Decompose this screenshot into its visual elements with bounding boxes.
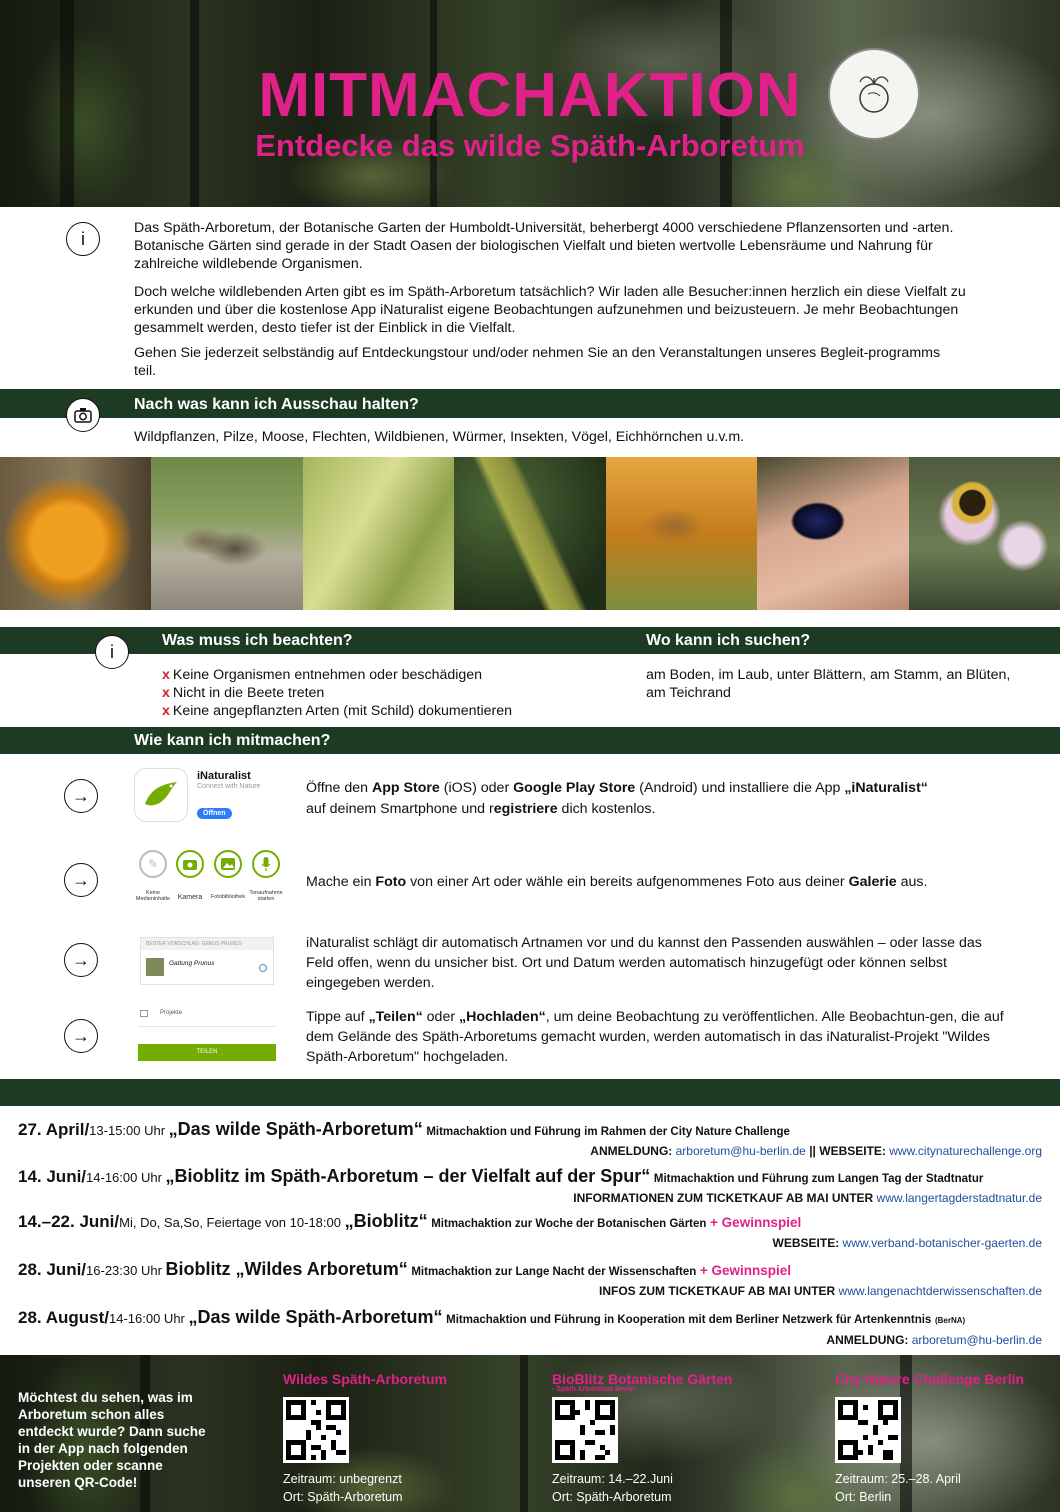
share-card [138,1008,276,1062]
share-button[interactable]: TEILEN [138,1044,276,1061]
media-tools [134,850,294,908]
info-small-icon[interactable] [259,964,267,972]
lookout-heading: Nach was kann ich Ausschau halten? [134,396,419,413]
camera-tool-icon[interactable] [176,850,204,878]
intro-paragraph-1: Das Späth-Arboretum, der Botanische Garten der Humboldt-Universität, beherbergt 4000 verschiedene Pflanzensorten und -arten. Botanische Gärten sind gerade in der Stadt Oasen der biologischen Vielfalt und bieten wertvolle Lebensräume und Nahrung für zahlreiche wildlebende Organismen. [134,220,954,272]
step-2-text: Mache ein Foto von einer Art oder wähle ein bereits aufgenommenes Foto aus deiner Galerie aus. [306,874,928,890]
project-period: Zeitraum: unbegrenzt [283,1472,402,1486]
info-icon: i [66,222,100,256]
photo-grass [303,457,454,610]
rule-item: x Keine angepflanzten Arten (mit Schild) dokumentieren [162,703,513,719]
microphone-icon[interactable] [252,850,280,878]
photo-library-icon[interactable] [214,850,242,878]
lookout-band [0,389,1060,418]
step-3-text: iNaturalist schlägt dir automatisch Artnamen vor und du kannst den Passenden auswählen – oder lasse das Feld offen, wenn du unsicher bist. Ort und Datum werden automatisch hinzugefügt oder können selbst eingegeben werden. [306,935,982,991]
hero-banner [0,0,1060,207]
qr-code[interactable] [283,1397,349,1463]
website-link[interactable]: www.langertagderstadtnatur.de [876,1191,1042,1205]
open-app-button[interactable]: Öffnen [197,808,232,819]
prize-badge: + Gewinnspiel [710,1215,802,1230]
website-link[interactable]: www.langenachtderwissenschaften.de [838,1284,1042,1298]
photo-lichen-branch [454,457,605,610]
suggestion-label: BESTER VORSCHLAG: GENUS PRUNUS [141,938,273,950]
tool-label: Keine Medieninhalte [135,890,171,902]
where-heading: Wo kann ich suchen? [646,632,811,649]
project-title: Wildes Späth-Arboretum [283,1371,447,1387]
photo-bracket-fungus [0,457,151,610]
project-place: Ort: Späth-Arboretum [552,1490,672,1504]
events-band [0,1079,1060,1106]
photo-mushroom [606,457,757,610]
photo-ducks [151,457,302,610]
inaturalist-bird-icon [134,768,188,822]
suggestion-card [140,937,274,985]
x-mark: x [162,667,170,683]
rules-band [0,627,1060,654]
tree-seal-icon [844,64,904,124]
project-subtitle: - Späth Arboretum Berlin [552,1386,635,1393]
howto-heading: Wie kann ich mitmachen? [134,732,331,749]
footer [0,1355,1060,1512]
email-link[interactable]: arboretum@hu-berlin.de [675,1144,806,1158]
x-mark: x [162,703,170,719]
project-place: Ort: Späth-Arboretum [283,1490,403,1504]
qr-code[interactable] [835,1397,901,1463]
app-tagline: Connect with Nature [197,783,261,790]
folder-icon [140,1010,148,1017]
step-4-text: Tippe auf „Teilen“ oder „Hochladen“, um deine Beobachtung zu veröffentlichen. Alle Beobachtun-gen, die auf dem Gelände des Späth-Arboretums gemacht wurden, werden automatisch in das iNaturalist-Projekt "Wildes Späth-Arboretum" hochgeladen. [306,1009,1004,1065]
rules-list [162,666,602,720]
arboretum-seal-logo [828,48,920,140]
event-row: 14. Juni/14-16:00 Uhr „Bioblitz im Späth-Arboretum – der Vielfalt auf der Spur“ Mitmachaktion und Führung zum Langen Tag der Stadtnatur INFORMATIONEN ZUM TICKETKAUF AB MAI UNTER www.langertagderstadtnatur.de [18,1166,1042,1205]
no-media-icon: ✎ [139,850,167,878]
prunus-thumb [146,958,164,976]
project-period: Zeitraum: 14.–22.Juni [552,1472,673,1486]
tool-label: Fotobibliothek [210,894,246,900]
qr-code[interactable] [552,1397,618,1463]
project-period: Zeitraum: 25.–28. April [835,1472,961,1486]
intro-paragraph-2: Doch welche wildlebenden Arten gibt es im Späth-Arboretum tatsächlich? Wir laden alle Besucher:innen herzlich ein diese Vielfalt zu erkunden und über die kostenlose App iNaturalist eigene Beobachtungen aufzunehmen und beizusteuern. Je mehr Beobachtungen gesammelt werden, desto tiefer ist der Einblick in die Vielfalt. [134,284,966,336]
event-row: 28. August/14-16:00 Uhr „Das wilde Späth-Arboretum“ Mitmachaktion und Führung in Kooperation mit dem Berliner Netzwerk für Artenkenntnis (BerNA) ANMELDUNG: arboretum@hu-berlin.de [18,1307,1042,1347]
suggestion-item[interactable]: Gattung Prunus [169,960,215,967]
where-text: am Boden, im Laub, unter Blättern, am Stamm, an Blüten, am Teichrand [646,667,1011,701]
intro-paragraph-3: Gehen Sie jederzeit selbständig auf Entdeckungstour und/oder nehmen Sie an den Veranstaltungen unseres Begleit-programms teil. [134,345,941,379]
prize-badge: + Gewinnspiel [699,1263,792,1278]
rule-item: x Keine Organismen entnehmen oder beschädigen [162,667,483,683]
footer-cta: Möchtest du sehen, was im Arboretum schon alles entdeckt wurde? Dann suche in der App nach folgenden Projekten oder scanne unseren QR-Code! [18,1390,206,1490]
info-icon-2: i [95,635,129,669]
website-link[interactable]: www.verband-botanischer-gaerten.de [842,1236,1042,1250]
photo-bumblebee [909,457,1060,610]
arrow-right-icon: → [64,863,98,897]
rules-heading: Was muss ich beachten? [162,632,353,649]
email-link[interactable]: arboretum@hu-berlin.de [911,1333,1042,1347]
lookout-text: Wildpflanzen, Pilze, Moose, Flechten, Wildbienen, Würmer, Insekten, Vögel, Eichhörnchen u.v.m. [134,429,745,445]
projects-label[interactable]: Projekte [160,1010,183,1016]
event-row: 14.–22. Juni/Mi, Do, Sa,So, Feiertage von 10-18:00 „Bioblitz“ Mitmachaktion zur Woche der Botanischen Gärten + Gewinnspiel WEBSEITE: www.verband-botanischer-gaerten.de [18,1211,1042,1250]
tool-label: Tonaufnahme starten [249,890,283,902]
x-mark: x [162,685,170,701]
howto-band [0,727,1060,754]
arrow-right-icon: → [64,779,98,813]
arrow-right-icon: → [64,1019,98,1053]
photo-strip [0,457,1060,610]
camera-icon [66,398,100,432]
rule-item: x Nicht in die Beete treten [162,685,325,701]
page-title: MITMACHAKTION [258,61,802,130]
arrow-right-icon: → [64,943,98,977]
website-link[interactable]: www.citynaturechallenge.org [889,1144,1042,1158]
event-row: 28. Juni/16-23:30 Uhr Bioblitz „Wildes Arboretum“ Mitmachaktion zur Lange Nacht der Wissenschaften + Gewinnspiel INFOS ZUM TICKETKAUF AB MAI UNTER www.langenachtderwissenschaften.de [18,1259,1042,1298]
project-title: BioBlitz Botanische Gärten [552,1371,733,1387]
event-row: 27. April/13-15:00 Uhr „Das wilde Späth-Arboretum“ Mitmachaktion und Führung im Rahmen der City Nature Challenge ANMELDUNG: arboretum@hu-berlin.de || WEBSEITE: www.citynaturechallenge.org [18,1119,1042,1158]
tool-label: Kamera [177,894,203,901]
step-1-text: Öffne den App Store (iOS) oder Google Play Store (Android) und installiere die App „iNaturalist“ auf deinem Smartphone und registriere dich kostenlos. [306,780,928,817]
photo-beetle [757,457,908,610]
inaturalist-app-card [134,768,284,826]
project-place: Ort: Berlin [835,1490,892,1504]
app-name: iNaturalist [197,770,251,782]
project-title: City Nature Challenge Berlin [835,1371,1025,1387]
page-subtitle: Entdecke das wilde Späth-Arboretum [255,128,805,163]
